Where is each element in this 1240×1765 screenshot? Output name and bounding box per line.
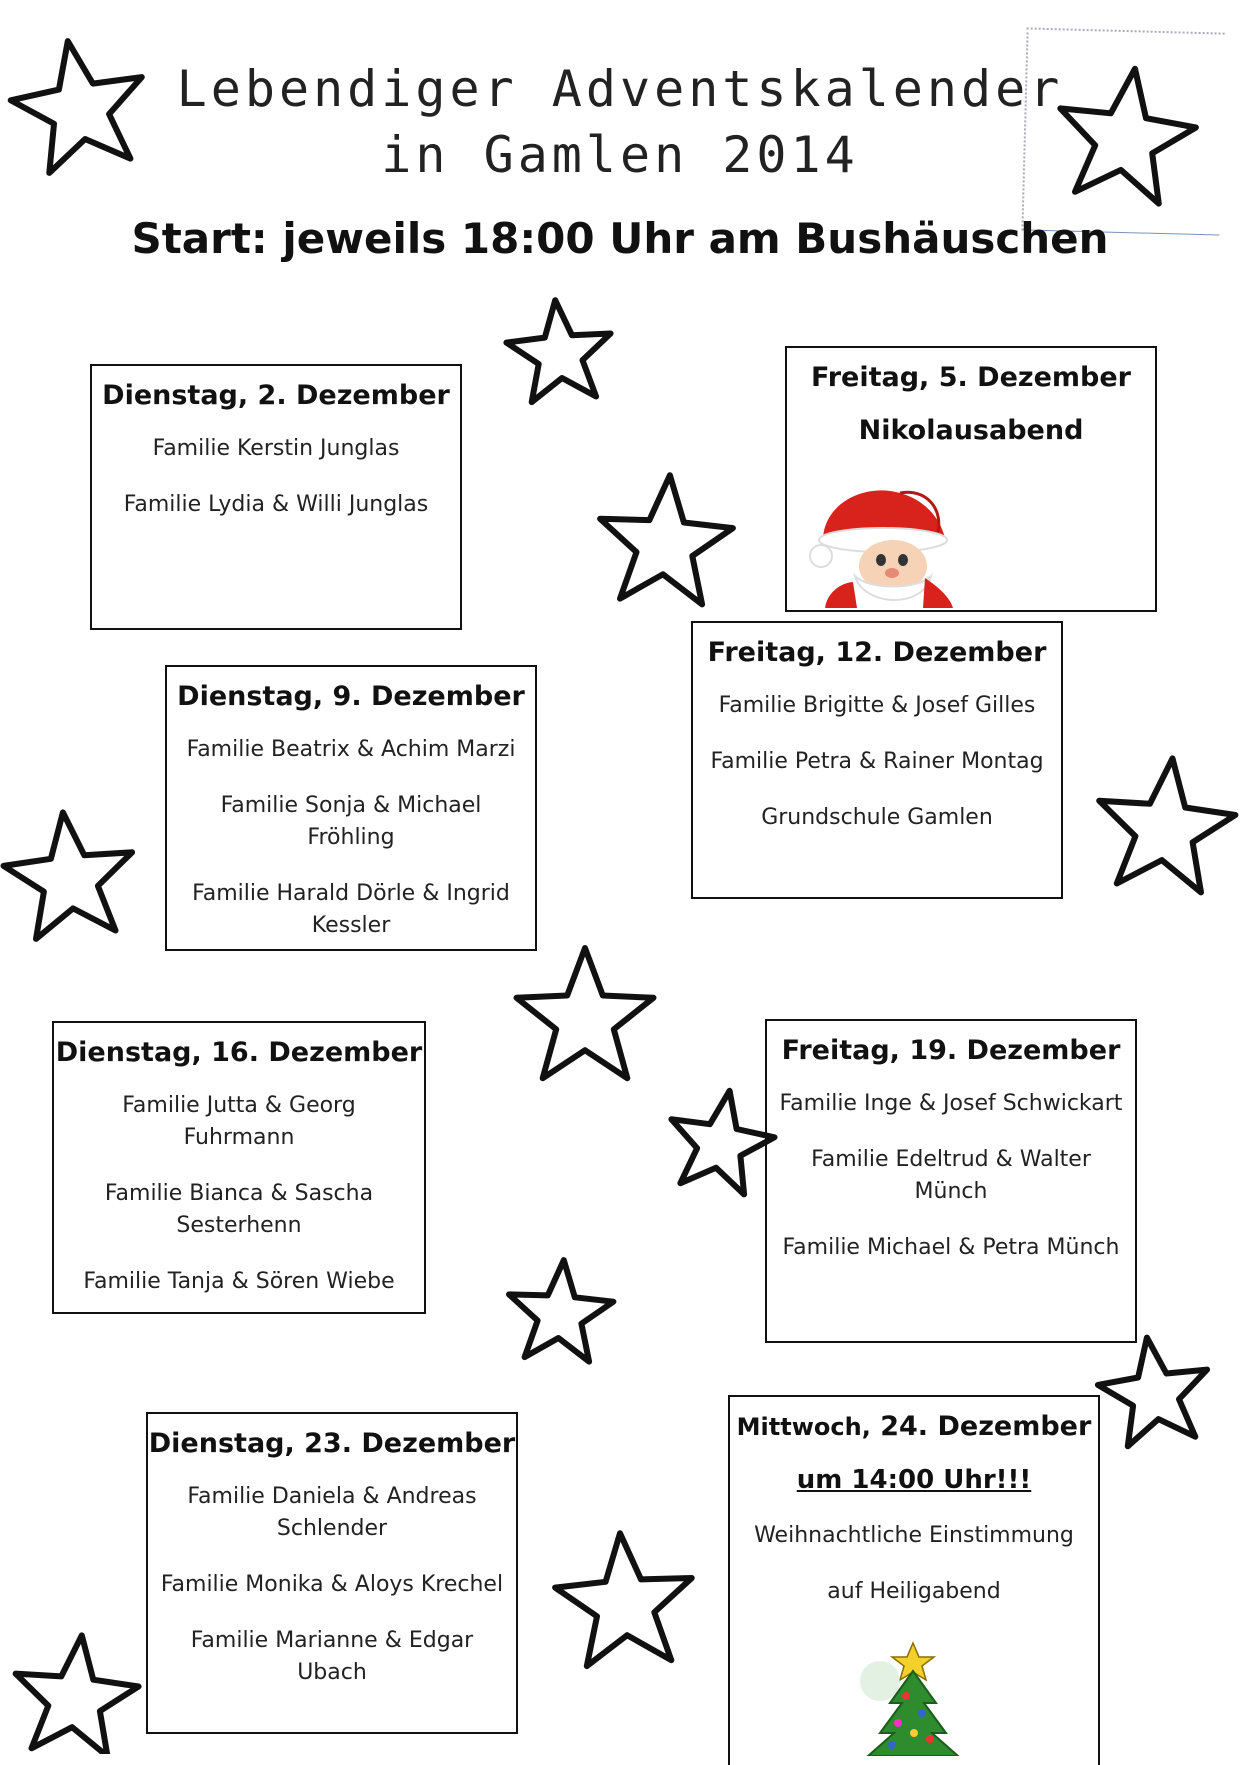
page-title-line2: in Gamlen 2014 bbox=[381, 126, 859, 184]
entry: Familie Kerstin Junglas bbox=[152, 436, 400, 461]
entry: Grundschule Gamlen bbox=[761, 805, 993, 830]
star-icon bbox=[506, 300, 610, 402]
date-heading: Dienstag, 9. Dezember bbox=[177, 681, 525, 712]
entry: Familie Jutta & Georg Fuhrmann bbox=[122, 1093, 356, 1150]
star-icon bbox=[671, 1091, 774, 1195]
entry: auf Heiligabend bbox=[827, 1579, 1001, 1604]
entry: Familie Edeltrud & Walter Münch bbox=[811, 1147, 1091, 1204]
page-title-line1: Lebendiger Adventskalender bbox=[176, 60, 1064, 118]
entry: Familie Beatrix & Achim Marzi bbox=[186, 737, 516, 762]
star-icon bbox=[1099, 758, 1235, 892]
date-heading: Freitag, 5. Dezember bbox=[811, 362, 1131, 393]
star-icon bbox=[1060, 69, 1196, 204]
entry-nikolausabend: Nikolausabend bbox=[858, 415, 1084, 446]
star-icon bbox=[600, 475, 733, 604]
entry: Familie Harald Dörle & Ingrid Kessler bbox=[192, 881, 510, 938]
star-icon bbox=[509, 1260, 613, 1362]
star-icon bbox=[16, 1635, 139, 1754]
entry: Familie Inge & Josef Schwickart bbox=[779, 1091, 1123, 1116]
star-icon bbox=[4, 812, 133, 939]
date-heading: Freitag, 12. Dezember bbox=[707, 637, 1047, 668]
entry: Familie Michael & Petra Münch bbox=[782, 1235, 1120, 1260]
star-icon bbox=[1098, 1338, 1207, 1447]
star-icon bbox=[555, 1533, 692, 1666]
date-heading: Dienstag, 2. Dezember bbox=[102, 380, 450, 411]
date-heading-date: 24. Dezember bbox=[880, 1411, 1092, 1442]
entry: Weihnachtliche Einstimmung bbox=[754, 1523, 1074, 1548]
entry: Familie Tanja & Sören Wiebe bbox=[83, 1269, 395, 1294]
entry: Familie Marianne & Edgar Ubach bbox=[190, 1628, 474, 1685]
entry: Familie Lydia & Willi Junglas bbox=[123, 492, 429, 517]
entry: Familie Bianca & Sascha Sesterhenn bbox=[104, 1181, 374, 1238]
date-heading: Dienstag, 16. Dezember bbox=[55, 1037, 423, 1068]
entry: Familie Petra & Rainer Montag bbox=[710, 749, 1044, 774]
entry-time: um 14:00 Uhr!!! bbox=[796, 1465, 1032, 1495]
entry: Familie Monika & Aloys Krechel bbox=[160, 1572, 504, 1597]
star-icon bbox=[11, 41, 142, 173]
entry: Familie Brigitte & Josef Gilles bbox=[718, 693, 1036, 718]
entry: Familie Daniela & Andreas Schlender bbox=[187, 1484, 477, 1541]
date-heading: Freitag, 19. Dezember bbox=[781, 1035, 1121, 1066]
date-heading: Dienstag, 23. Dezember bbox=[148, 1428, 516, 1459]
star-icon bbox=[517, 948, 654, 1078]
date-heading-weekday: Mittwoch, bbox=[736, 1413, 871, 1441]
entry: Familie Sonja & Michael Fröhling bbox=[220, 793, 482, 850]
page-subtitle: Start: jeweils 18:00 Uhr am Bushäuschen bbox=[131, 214, 1109, 263]
